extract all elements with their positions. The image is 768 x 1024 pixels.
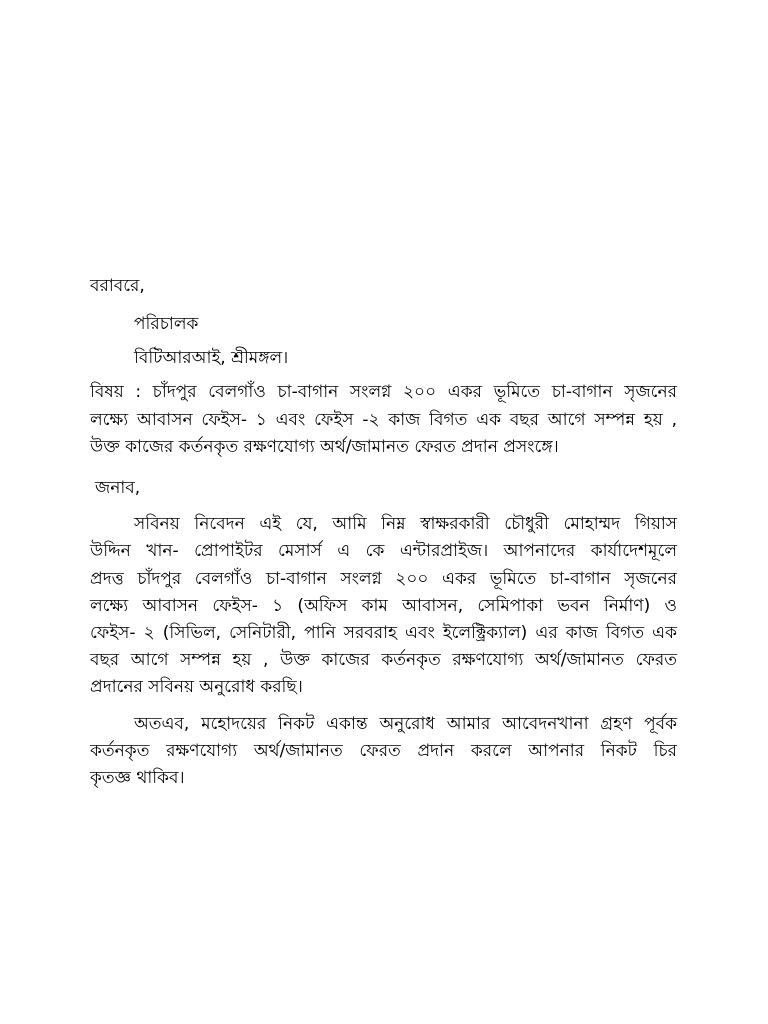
paragraph-line: অতএব, মহোদয়ের নিকট একান্ত অনুরোধ আমার আবেদনখানা গ্রহণ পূর্বক [134, 714, 677, 734]
subject-line: উক্ত কাজের কর্তনকৃত রক্ষণযোগ্য অর্থ/জামানত ফেরত প্রদান প্রসংঙ্গে। [90, 437, 559, 457]
paragraph-line: সবিনয় নিবেদন এই যে, আমি নিম্ন স্বাক্ষরকারী চৌধুরী মোহাম্মদ গিয়াস [134, 514, 677, 534]
paragraph-line: প্রদত্ত চাঁদপুর বেলগাঁও চা-বাগান সংলগ্ন ২০০ একর ভূমিতে চা-বাগান সৃজনের [90, 569, 677, 589]
greeting: জনাব, [95, 478, 141, 498]
paragraph-line: ফেইস- ২ (সিভিল, সেনিটারী, পানি সরবরাহ এবং ইলেক্ট্রিক্যাল) এর কাজ বিগত এক [90, 623, 677, 643]
salutation-to: বরাবরে, [90, 276, 145, 296]
paragraph-line: উদ্দিন খান- প্রোপাইটর মেসার্স এ কে এন্টারপ্রাইজ। আপনাদের কার্যাদেশমূলে [90, 541, 677, 561]
subject-line: লক্ষ্যে আবাসন ফেইস- ১ এবং ফেইস -২ কাজ বিগত এক বছর আগে সম্পন্ন হয় , [90, 410, 677, 430]
paragraph-line: লক্ষ্যে আবাসন ফেইস- ১ (অফিস কাম আবাসন, সেমিপাকা ভবন নির্মাণ) ও [90, 596, 677, 616]
paragraph-line: প্রদানের সবিনয় অনুরোধ করছি। [90, 677, 303, 697]
subject-line: বিষয় : চাঁদপুর বেলগাঁও চা-বাগান সংলগ্ন ২০০ একর ভূমিতে চা-বাগান সৃজনের [90, 382, 677, 402]
recipient-title: পরিচালক [134, 314, 199, 334]
recipient-org: বিটিআরআই, শ্রীমঙ্গল। [134, 348, 289, 368]
paragraph-line: বছর আগে সম্পন্ন হয় , উক্ত কাজের কর্তনকৃত রক্ষণযোগ্য অর্থ/জামানত ফেরত [90, 650, 677, 670]
paragraph-line: কৃতজ্ঞ থাকিব। [90, 768, 185, 788]
paragraph-line: কর্তনকৃত রক্ষণযোগ্য অর্থ/জামানত ফেরত প্রদান করলে আপনার নিকট চির [90, 741, 677, 761]
